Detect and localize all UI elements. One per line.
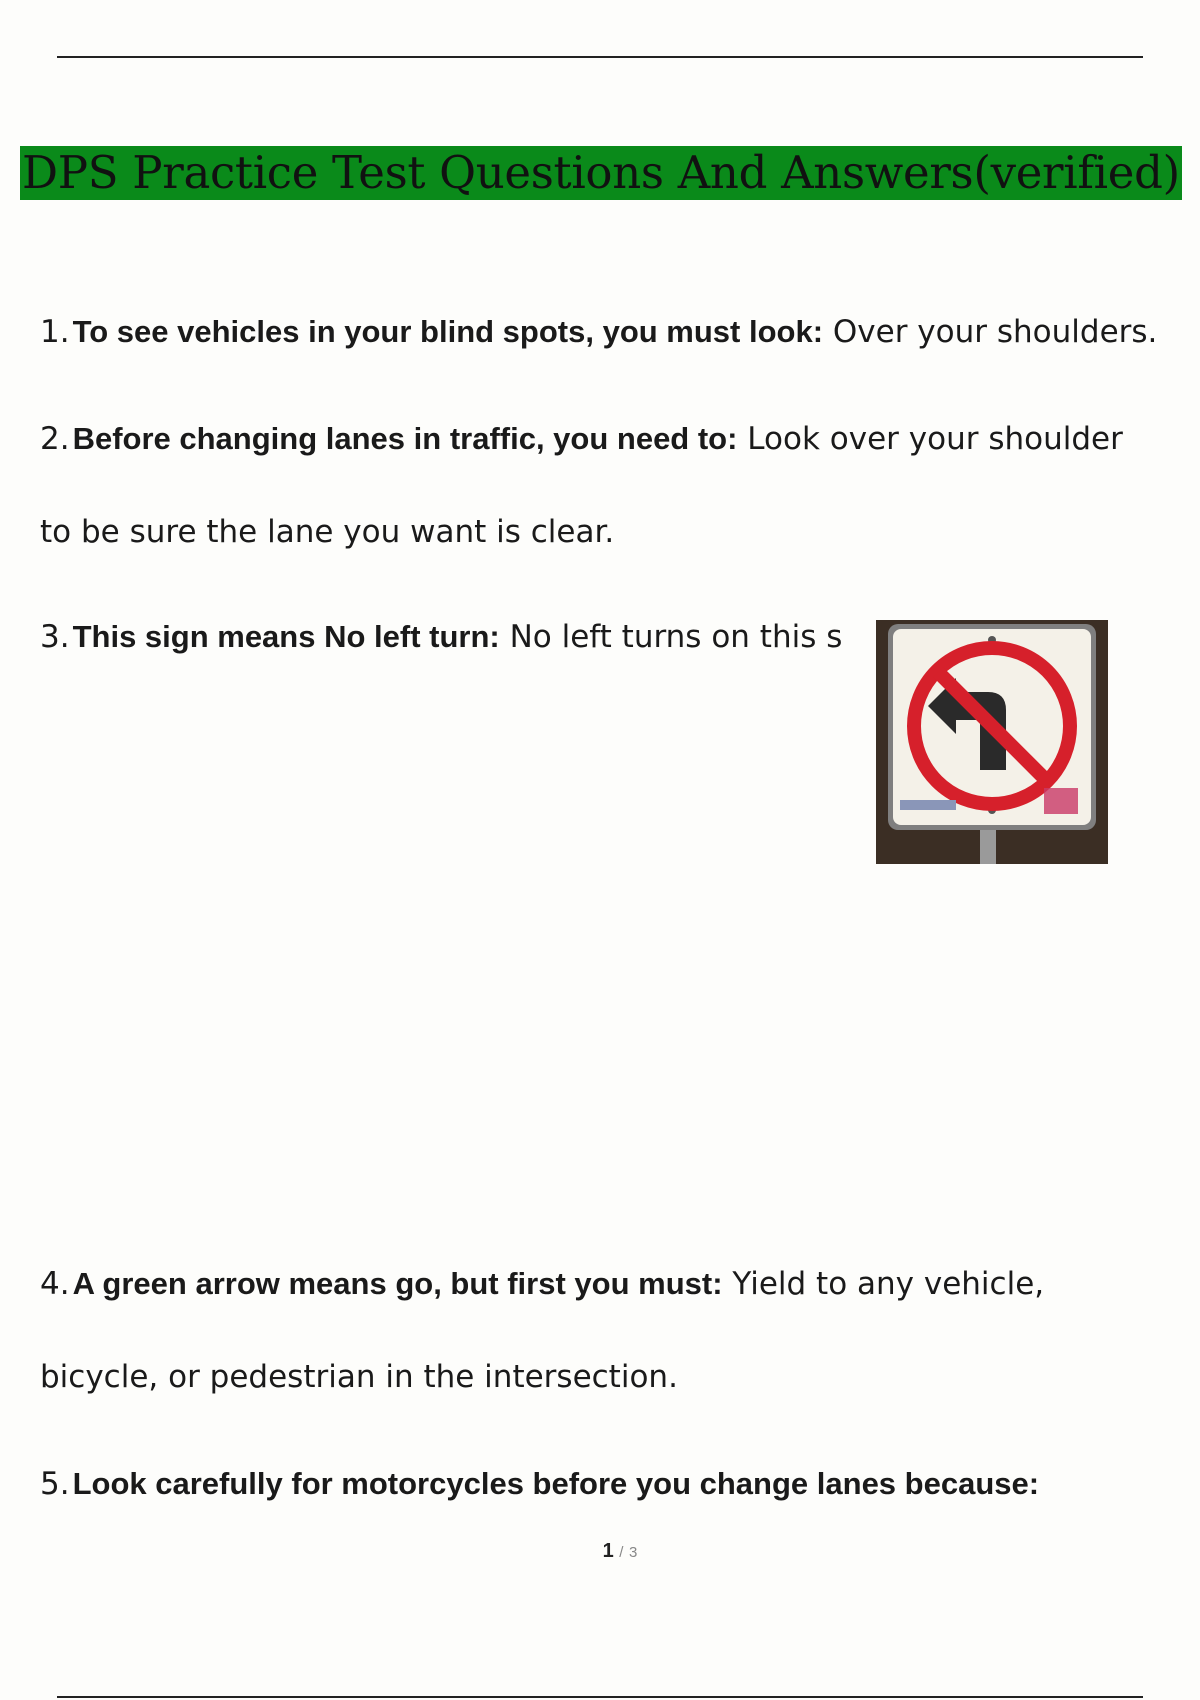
total-pages: 3 [629, 1544, 638, 1561]
question-text: A green arrow means go, but first you must: [72, 1266, 723, 1301]
page-separator: / [619, 1544, 624, 1561]
question-number: 2. [40, 421, 70, 457]
sign-image [876, 620, 1108, 864]
question-number: 4. [40, 1266, 70, 1302]
question-1 [40, 312, 1157, 352]
answer-continuation-4: bicycle, or pedestrian in the intersection. [40, 1359, 678, 1395]
question-number: 1. [40, 314, 70, 350]
question-3 [40, 617, 842, 657]
answer-text: Over your shoulders. [823, 314, 1158, 350]
page-indicator [0, 1540, 1200, 1563]
bottom-rule [57, 1696, 1143, 1698]
answer-text: Look over your shoulder [737, 421, 1123, 457]
no-left-turn-sign-icon [876, 620, 1108, 864]
top-rule [57, 56, 1143, 58]
answer-continuation-2: to be sure the lane you want is clear. [40, 514, 615, 550]
answer-text: Yield to any vehicle, [722, 1266, 1045, 1302]
question-number: 5. [40, 1466, 70, 1502]
question-text: Before changing lanes in traffic, you need to: [72, 421, 738, 456]
question-text: To see vehicles in your blind spots, you must look: [72, 314, 824, 349]
current-page: 1 [602, 1540, 614, 1562]
question-4 [40, 1264, 1044, 1304]
answer-text: No left turns on this s [499, 619, 843, 655]
question-2 [40, 419, 1123, 459]
document-title: DPS Practice Test Questions And Answers(verified) [22, 146, 1180, 199]
question-text: Look carefully for motorcycles before you change lanes because: [72, 1466, 1040, 1501]
question-text: This sign means No left turn: [72, 619, 500, 654]
question-5 [40, 1464, 1039, 1504]
question-number: 3. [40, 619, 70, 655]
